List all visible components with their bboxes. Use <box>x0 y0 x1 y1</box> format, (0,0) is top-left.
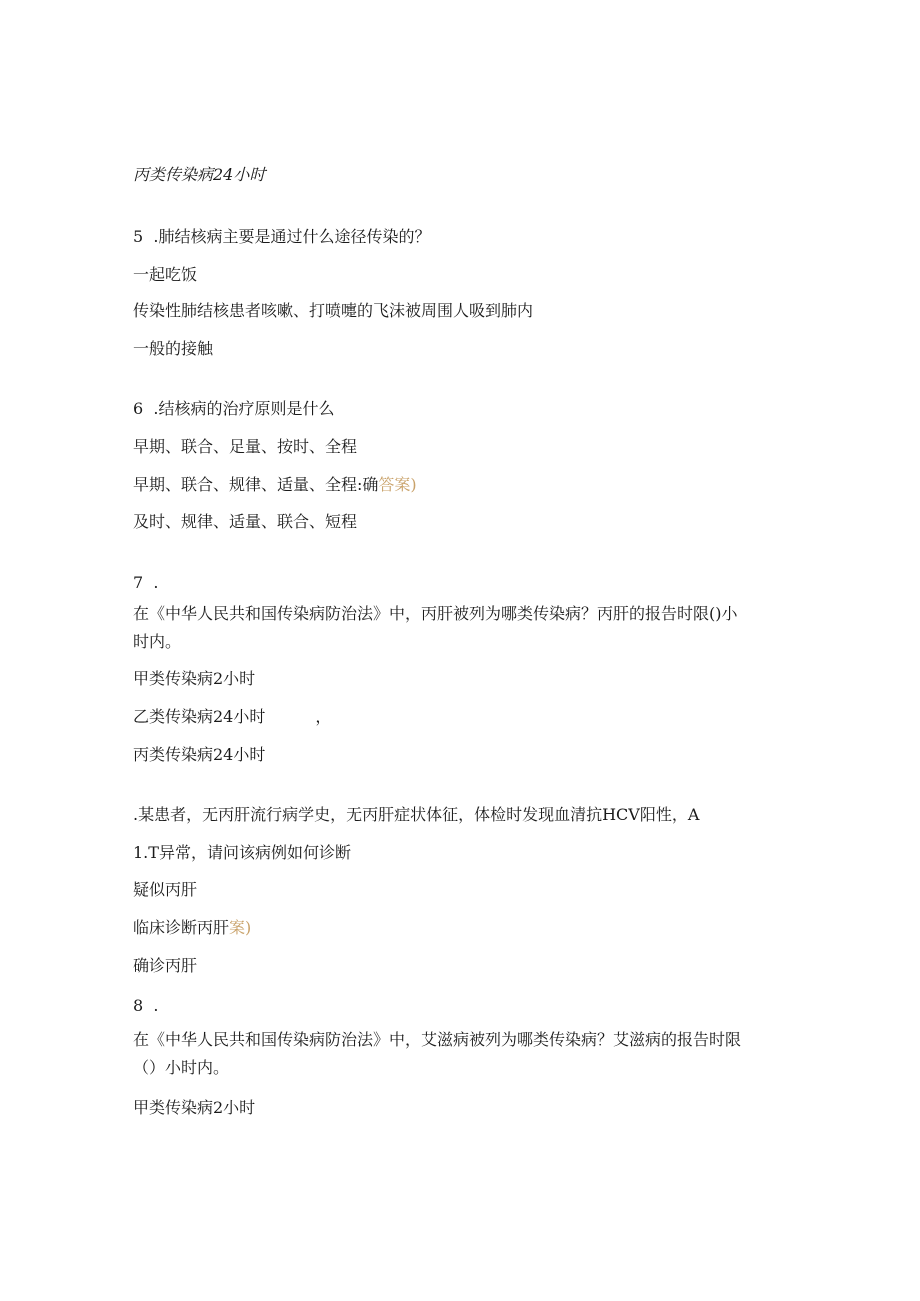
question-x-option-a: 疑似丙肝 <box>133 880 198 899</box>
question-6-option-a: 早期、联合、足量、按时、全程 <box>133 437 358 456</box>
question-6-option-c: 及时、规律、适量、联合、短程 <box>133 512 358 531</box>
question-7-option-c: 丙类传染病24小时 <box>133 745 266 764</box>
question-6-option-b <box>133 474 417 496</box>
question-8-text-line-2: （）小时内。 <box>133 1058 230 1077</box>
question-x-option-c: 确诊丙肝 <box>133 956 198 975</box>
question-5-option-c: 一般的接触 <box>133 339 214 358</box>
question-6-title: 6 .结核病的治疗原则是什么 <box>133 399 335 418</box>
question-7-number: 7 . <box>133 573 159 592</box>
question-x-text-line-1: .某患者，无丙肝流行病学史，无丙肝症状体征，体检时发现血清抗HCV阳性，A <box>133 805 700 824</box>
question-7-option-b <box>133 706 331 728</box>
stray-comma: ， <box>315 707 332 726</box>
question-8-text-line-1: 在《中华人民共和国传染病防治法》中，艾滋病被列为哪类传染病？艾滋病的报告时限 <box>133 1030 742 1049</box>
question-7-text-line-2: 时内。 <box>133 632 182 651</box>
question-8-option-a: 甲类传染病2小时 <box>133 1098 256 1117</box>
question-x-text-line-2: 1.T异常，请问该病例如何诊断 <box>133 843 351 862</box>
question-7-text-line-1: 在《中华人民共和国传染病防治法》中，丙肝被列为哪类传染病？丙肝的报告时限()小 <box>133 604 738 623</box>
question-8-number: 8 . <box>133 996 159 1015</box>
question-7-option-a: 甲类传染病2小时 <box>133 669 256 688</box>
question-5-option-b: 传染性肺结核患者咳嗽、打喷嚏的飞沫被周围人吸到肺内 <box>133 301 534 320</box>
answer-mark: 案) <box>229 918 252 937</box>
question-5-option-a: 一起吃饭 <box>133 265 198 284</box>
option-text: 早期、联合、规律、适量、全程:确 <box>133 475 379 494</box>
option-text: 乙类传染病24小时 <box>133 707 266 726</box>
question-x-option-b <box>133 917 251 939</box>
question-5-title: 5 .肺结核病主要是通过什么途径传染的？ <box>133 227 431 246</box>
option-text: 临床诊断丙肝 <box>133 918 230 937</box>
option-text: 丙类传染病24小时 <box>133 165 266 184</box>
answer-mark: 答案) <box>378 475 417 494</box>
